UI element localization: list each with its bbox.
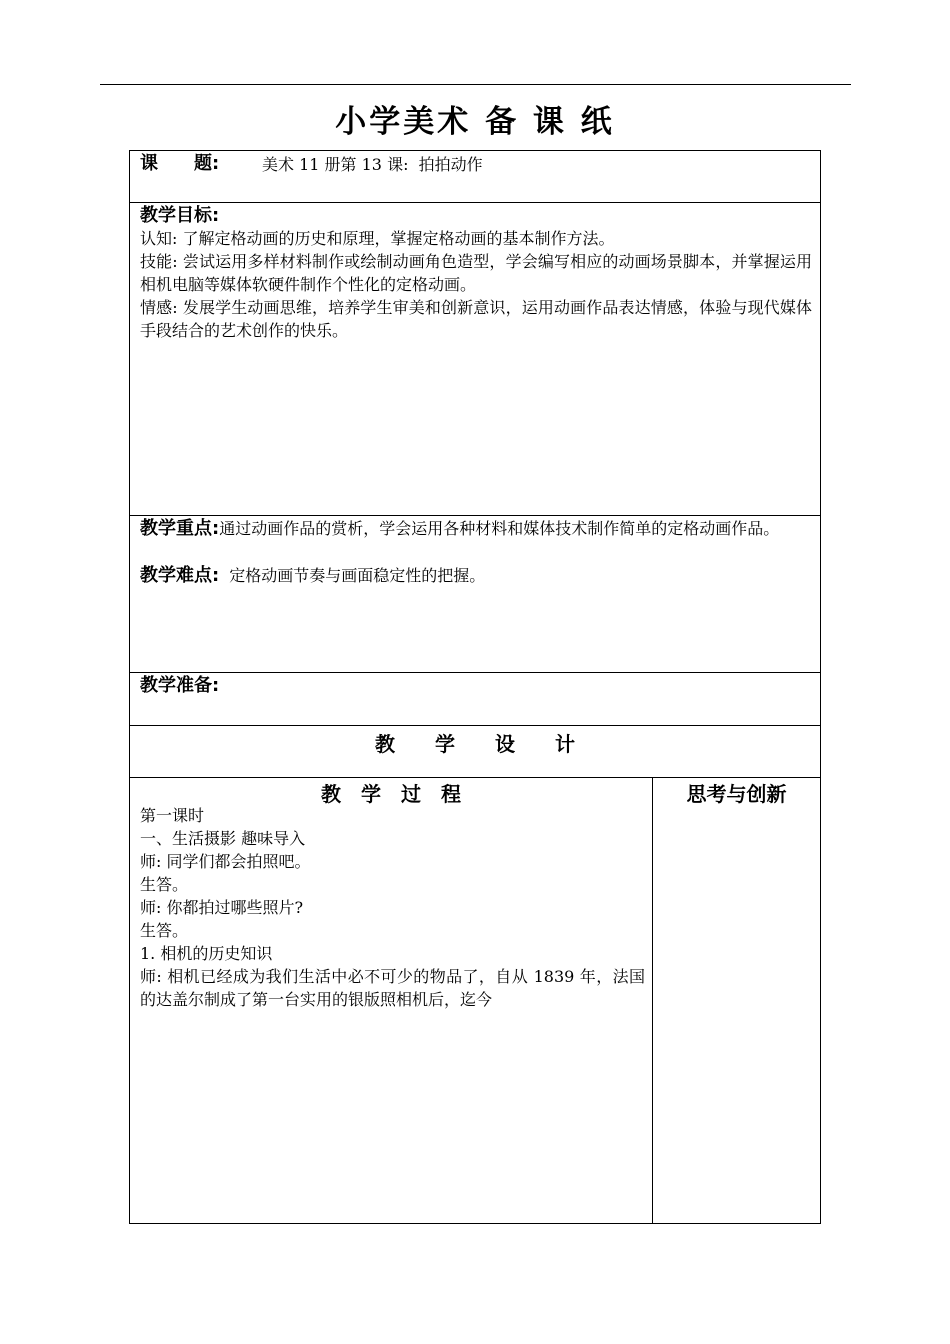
goal-emotion: 情感: 发展学生动画思维，培养学生审美和创新意识，运用动画作品表达情感，体验与现代媒体手段结合的艺术创作的快乐。 bbox=[140, 298, 812, 340]
focus-label: 教学重点: bbox=[140, 518, 220, 539]
difficulty-label: 教学难点: bbox=[140, 565, 220, 586]
process-paragraph: 师: 相机已经成为我们生活中必不可少的物品了，自从 1839 年，法国的达盖尔制成了第一台实用的银版照相机后，迄今 bbox=[140, 967, 645, 1009]
topic-value: 美术 11 册第 13 课: 拍拍动作 bbox=[262, 155, 483, 174]
process-line: 第一课时 bbox=[140, 806, 205, 825]
preparation-label: 教学准备: bbox=[140, 675, 220, 696]
focus-text: 通过动画作品的赏析，学会运用各种材料和媒体技术制作简单的定格动画作品。 bbox=[219, 519, 780, 538]
goal-cognition: 认知: 了解定格动画的历史和原理，掌握定格动画的基本制作方法。 bbox=[140, 229, 615, 248]
difficulty-text: 定格动画节奏与画面稳定性的把握。 bbox=[229, 566, 486, 585]
process-lines bbox=[140, 804, 645, 1011]
focus-block bbox=[140, 517, 812, 540]
header-rule bbox=[100, 84, 851, 85]
preparation-row bbox=[129, 672, 821, 726]
key-points-row bbox=[129, 515, 821, 673]
goals-row bbox=[129, 202, 821, 516]
topic-label: 课 题: bbox=[140, 153, 220, 174]
process-line: 一、生活摄影 趣味导入 bbox=[140, 829, 306, 848]
innovation-column bbox=[652, 777, 821, 1224]
goal-skills: 技能: 尝试运用多样材料制作或绘制动画角色造型，学会编写相应的动画场景脚本，并掌握运用相机电脑等媒体软硬件制作个性化的定格动画。 bbox=[140, 252, 812, 294]
process-line: 师: 你都拍过哪些照片? bbox=[140, 898, 304, 917]
process-line: 生答。 bbox=[140, 921, 189, 940]
innovation-heading: 思考与创新 bbox=[686, 782, 787, 806]
process-line: 生答。 bbox=[140, 875, 189, 894]
difficulty-block bbox=[140, 564, 812, 587]
page-title: 小学美术 备 课 纸 bbox=[335, 104, 615, 140]
goals-heading: 教学目标: bbox=[140, 205, 220, 226]
design-row bbox=[129, 725, 821, 778]
process-heading: 教 学 过 程 bbox=[321, 782, 461, 806]
process-line: 1. 相机的历史知识 bbox=[140, 944, 273, 963]
topic-row bbox=[129, 150, 821, 203]
process-column bbox=[129, 777, 653, 1224]
design-heading: 教 学 设 计 bbox=[375, 732, 575, 756]
process-line: 师: 同学们都会拍照吧。 bbox=[140, 852, 311, 871]
